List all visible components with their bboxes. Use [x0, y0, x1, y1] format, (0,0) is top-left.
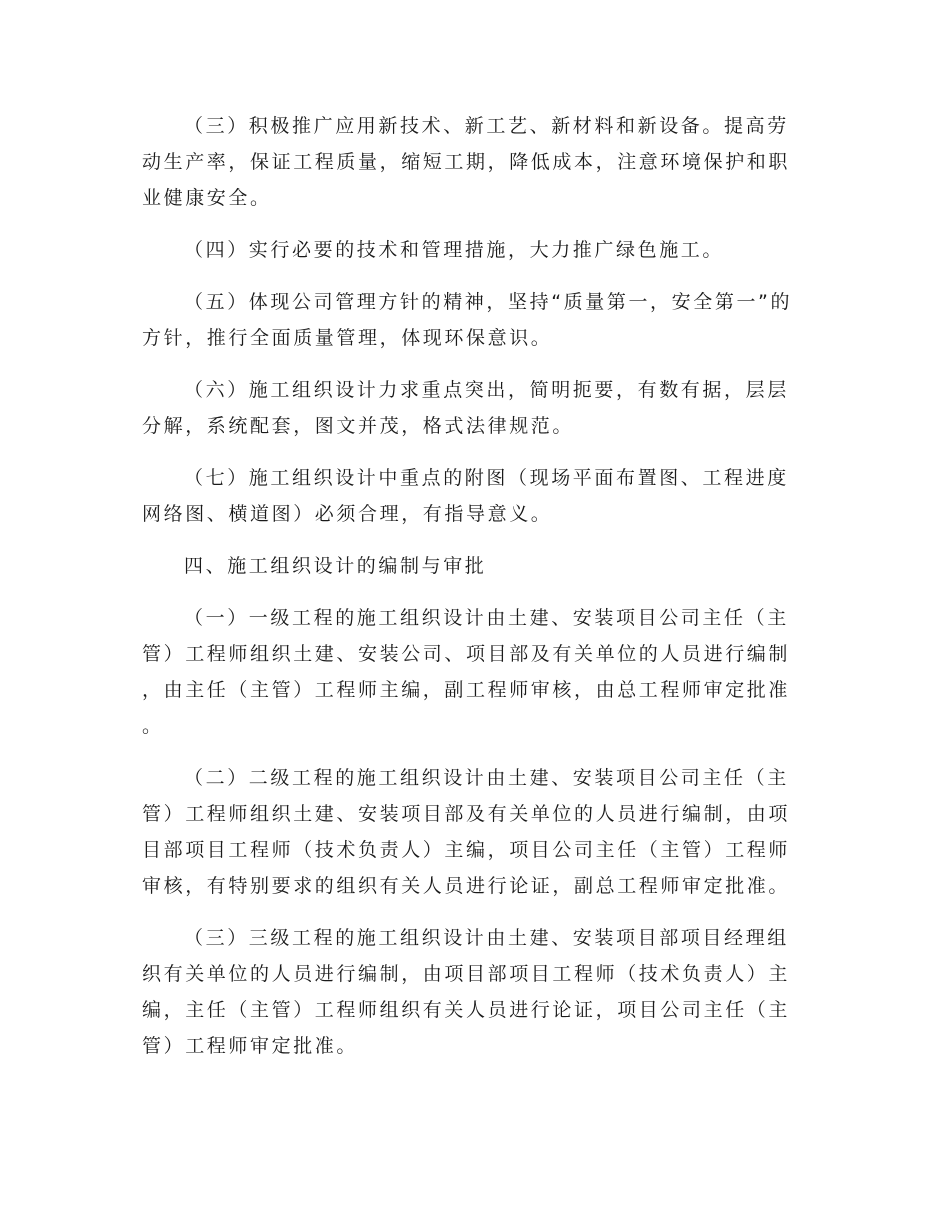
section-heading-compilation-approval: 四、施工组织设计的编制与审批 [184, 555, 487, 577]
paragraph-design-emphasis: （六）施工组织设计力求重点突出，简明扼要，有数有据，层层分解，系统配套，图文并茂，格式法律规范。 [142, 379, 789, 437]
paragraph-level-one-project: （一）一级工程的施工组织设计由土建、安装项目公司主任（主管）工程师组织土建、安装公司、项目部及有关单位的人员进行编制，由主任（主管）工程师主编，副工程师审核，由总工程师审定批准。 [142, 607, 791, 737]
paragraph-promote-new-technology: （三）积极推广应用新技术、新工艺、新材料和新设备。提高劳动生产率，保证工程质量，缩短工期，降低成本，注意环境保护和职业健康安全。 [142, 115, 791, 209]
paragraph-company-policy: （五）体现公司管理方针的精神，坚持“质量第一，安全第一”的方针，推行全面质量管理，体现环保意识。 [142, 291, 793, 349]
paragraph-level-two-project: （二）二级工程的施工组织设计由土建、安装项目公司主任（主管）工程师组织土建、安装项目部及有关单位的人员进行编制，由项目部项目工程师（技术负责人）主编，项目公司主任（主管）工程师审核，有特别要求的组织有关人员进行论证，副总工程师审定批准。 [142, 767, 791, 897]
paragraph-level-three-project: （三）三级工程的施工组织设计由土建、安装项目部项目经理组织有关单位的人员进行编制，由项目部项目工程师（技术负责人）主编，主任（主管）工程师组织有关人员进行论证，项目公司主任（主管）工程师审定批准。 [142, 927, 791, 1057]
paragraph-attached-drawings: （七）施工组织设计中重点的附图（现场平面布置图、工程进度网络图、横道图）必须合理，有指导意义。 [142, 467, 789, 525]
document-body [142, 108, 797, 1080]
paragraph-green-construction: （四）实行必要的技术和管理措施，大力推广绿色施工。 [184, 239, 725, 261]
